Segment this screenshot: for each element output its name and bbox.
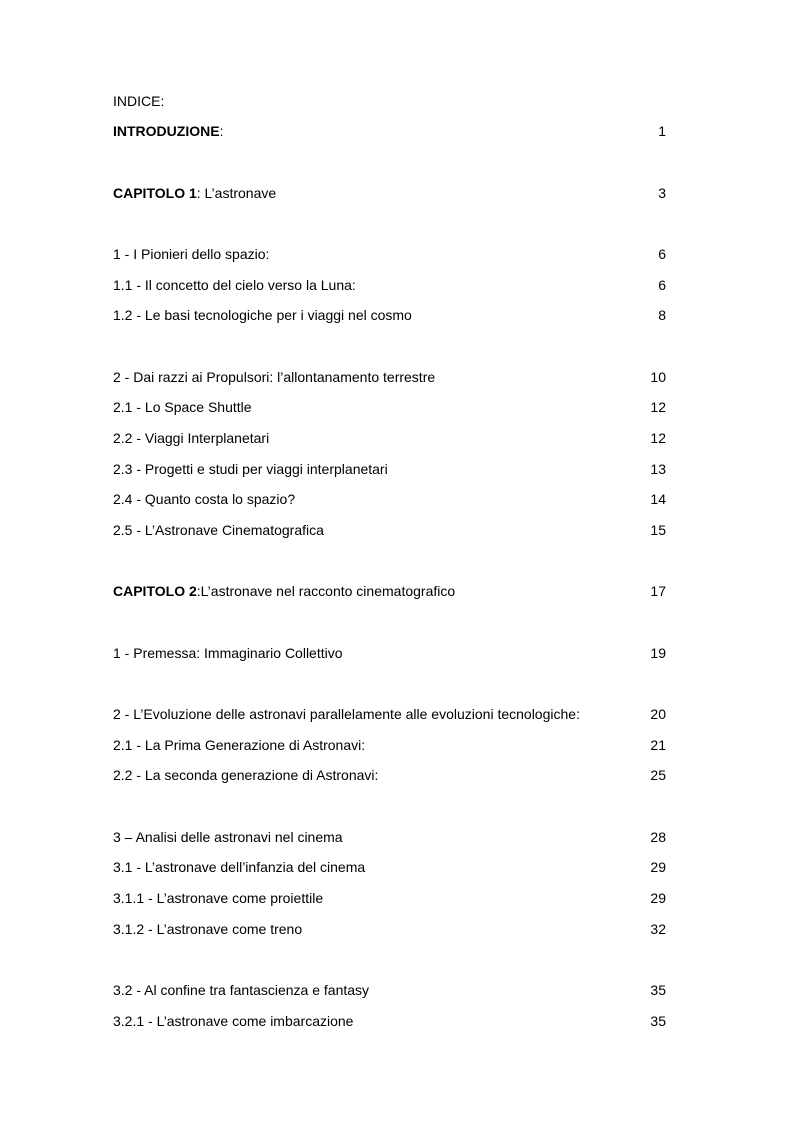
- toc-entry: [113, 1012, 666, 1030]
- toc-entry-text: 2.5 - L’Astronave Cinematografica: [113, 522, 324, 538]
- toc-entry-text: 1 - I Pionieri dello spazio:: [113, 246, 270, 262]
- toc-entry-text: 1.2 - Le basi tecnologiche per i viaggi nel cosmo: [113, 307, 412, 323]
- toc-entry-text: 1 - Premessa: Immaginario Collettivo: [113, 645, 343, 661]
- toc-page-number: 29: [650, 859, 666, 875]
- toc-entry: [113, 368, 666, 386]
- toc-entry: [113, 306, 666, 324]
- toc-entry: [113, 889, 666, 907]
- toc-entry-text: 3.2.1 - L’astronave come imbarcazione: [113, 1013, 354, 1029]
- toc-entry: [113, 705, 666, 723]
- toc-entry-text: : L’astronave: [196, 185, 277, 201]
- toc-page-number: 13: [650, 461, 666, 477]
- toc-entry: [113, 582, 666, 600]
- toc-heading: INDICE:: [113, 93, 165, 109]
- toc-entry-text: 2.2 - La seconda generazione di Astronavi:: [113, 767, 379, 783]
- toc-page-number: 10: [650, 369, 666, 385]
- toc-entry-text: 2 - L’Evoluzione delle astronavi parallelamente alle evoluzioni tecnologiche:: [113, 706, 580, 722]
- toc-entry: [113, 920, 666, 938]
- toc-entry-label: [113, 582, 455, 600]
- toc-entry-label: [113, 122, 223, 140]
- toc-entry: [113, 736, 666, 754]
- toc-entry-text: 1.1 - Il concetto del cielo verso la Luna:: [113, 277, 356, 293]
- toc-entry: [113, 521, 666, 539]
- toc-entry-text: 3.1 - L’astronave dell’infanzia del cinema: [113, 859, 366, 875]
- toc-entry-text: 3.1.1 - L’astronave come proiettile: [113, 890, 324, 906]
- toc-entry: [113, 398, 666, 416]
- toc-page-number: 15: [650, 522, 666, 538]
- toc-entry-text: 2.2 - Viaggi Interplanetari: [113, 430, 270, 446]
- toc-entry: [113, 245, 666, 263]
- toc-entry-bold-prefix: CAPITOLO 2: [113, 583, 197, 599]
- toc-page-number: 1: [658, 123, 666, 139]
- toc-page-number: 17: [650, 583, 666, 599]
- toc-page-number: 25: [650, 767, 666, 783]
- toc-entry: [113, 644, 666, 662]
- toc-entry-text: :L’astronave nel racconto cinematografico: [196, 583, 456, 599]
- toc-entry: [113, 828, 666, 846]
- toc-entry-label: [113, 184, 276, 202]
- toc-page-number: 6: [658, 277, 666, 293]
- toc-entry-text: 3.2 - Al confine tra fantascienza e fantasy: [113, 982, 370, 998]
- toc-entry: [113, 429, 666, 447]
- toc-entry: [113, 122, 666, 140]
- toc-page-number: 35: [650, 982, 666, 998]
- toc-page-number: 6: [658, 246, 666, 262]
- toc-entry-text: 3 – Analisi delle astronavi nel cinema: [113, 829, 343, 845]
- toc-entry: [113, 981, 666, 999]
- toc-page-number: 35: [650, 1013, 666, 1029]
- toc-page-number: 12: [650, 399, 666, 415]
- toc-page-number: 8: [658, 307, 666, 323]
- toc-entry-bold-prefix: CAPITOLO 1: [113, 185, 197, 201]
- toc-page-number: 3: [658, 185, 666, 201]
- toc-entry: [113, 276, 666, 294]
- toc-entry-text: 2.1 - Lo Space Shuttle: [113, 399, 252, 415]
- toc-entry-text: 3.1.2 - L’astronave come treno: [113, 921, 303, 937]
- toc-page-number: 19: [650, 645, 666, 661]
- toc-page-number: 12: [650, 430, 666, 446]
- toc-page-number: 32: [650, 921, 666, 937]
- toc-entry: [113, 460, 666, 478]
- toc-page-number: 14: [650, 491, 666, 507]
- toc-entry-text: 2.4 - Quanto costa lo spazio?: [113, 491, 296, 507]
- toc-entry-bold-prefix: INTRODUZIONE: [113, 123, 220, 139]
- toc-entry-text: 2.3 - Progetti e studi per viaggi interplanetari: [113, 461, 388, 477]
- toc-page-number: 28: [650, 829, 666, 845]
- toc-entry: [113, 766, 666, 784]
- toc-entry: [113, 858, 666, 876]
- toc-entry: [113, 184, 666, 202]
- toc-page-number: 20: [650, 706, 666, 722]
- toc-entry-text: :: [219, 123, 224, 139]
- toc-entry-text: 2 - Dai razzi ai Propulsori: l’allontanamento terrestre: [113, 369, 436, 385]
- toc-page-number: 29: [650, 890, 666, 906]
- toc-entry: [113, 490, 666, 508]
- toc-entry-text: 2.1 - La Prima Generazione di Astronavi:: [113, 737, 366, 753]
- toc-page-number: 21: [650, 737, 666, 753]
